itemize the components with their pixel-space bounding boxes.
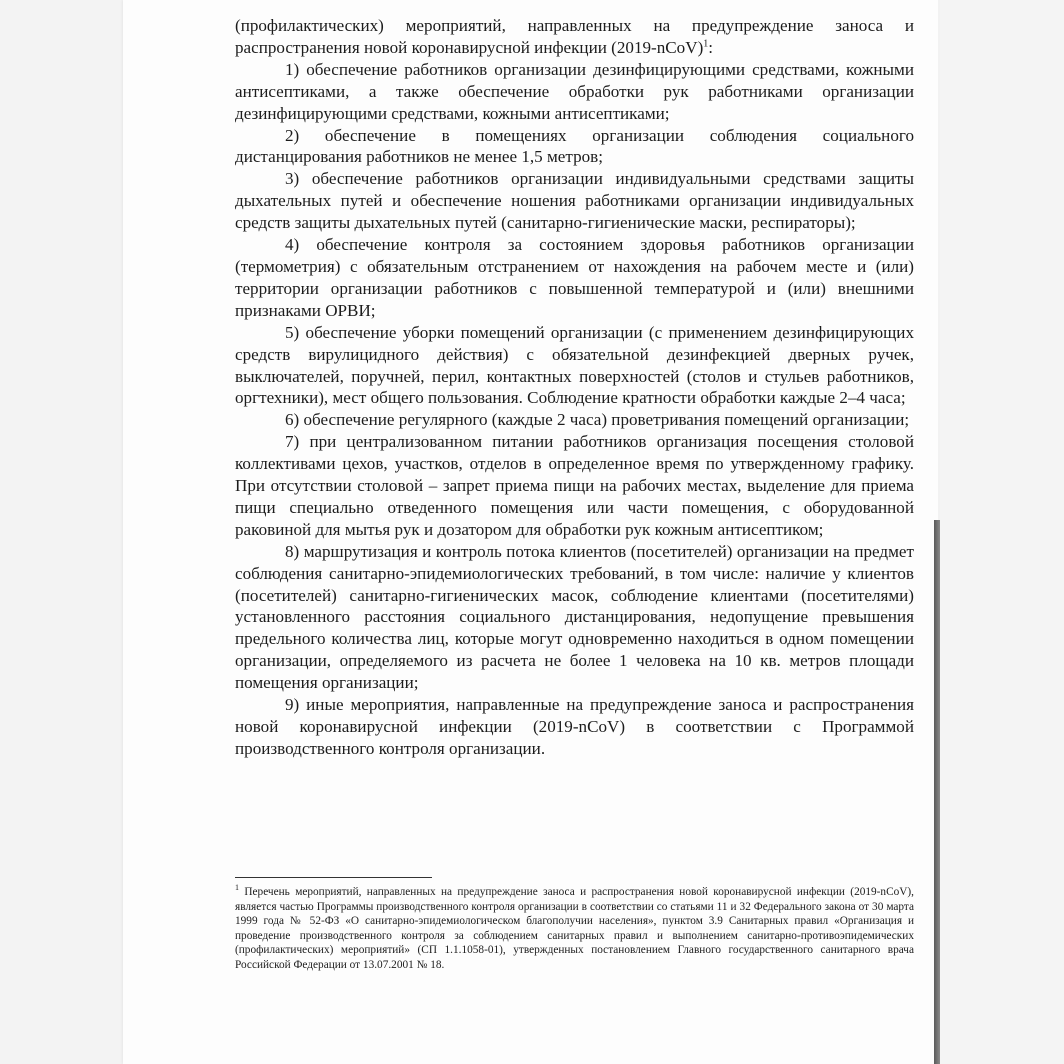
list-item-3: 3) обеспечение работников организации индивидуальными средствами защиты дыхательных путей и обеспечение ношения работниками организации индивидуальных средств защиты дыхательных путей (санитарно-гигиенические маски, респираторы); [235,169,914,233]
list-item-4: 4) обеспечение контроля за состоянием здоровья работников организации (термометрия) с обязательным отстранением от нахождения на рабочем месте и (или) территории организации работников с повышенной температурой и (или) внешними признаками ОРВИ; [235,235,914,320]
footnote-reference: 1 [703,38,709,50]
list-item-5: 5) обеспечение уборки помещений организации (с применением дезинфицирующих средств вирулицидного действия) с обязательной дезинфекцией дверных ручек, выключателей, поручней, перил, контактных поверхностей (столов и стульев работников, оргтехники), мест общего пользования. Соблюдение кратности обработки каждые 2–4 часа; [235,322,914,408]
footnote-marker: 1 [235,883,239,893]
list-item-7: 7) при централизованном питании работников организация посещения столовой коллективами цехов, участков, отделов в определенное время по утвержденному графику. При отсутствии столовой – запрет приема пищи на рабочих местах, выделение для приема пищи специально отведенного помещения или части помещения, с оборудованной раковиной для мытья рук и дозатором для обработки рук кожным антисептиком; [235,432,914,539]
footnote [235,885,914,973]
intro-colon: : [708,37,714,57]
footnote-text: Перечень мероприятий, направленных на предупреждение заноса и распространения новой коронавирусной инфекции (2019-nCoV), является частью Программы производственного контроля организации в соответствии со статьями 11 и 32 Федерального закона от 30 марта 1999 года № 52-ФЗ «О санитарно-эпидемиологическом благополучии населения», пунктом 3.9 Санитарных правил «Организация и проведение производственного контроля за соблюдением санитарных правил и выполнением санитарно-противоэпидемических (профилактических) мероприятий» (СП 1.1.1058-01), утвержденных постановлением Главного государственного санитарного врача Российской Федерации от 13.07.2001 № 18. [235,886,914,971]
left-margin [0,0,123,1064]
list-item-2: 2) обеспечение в помещениях организации соблюдения социального дистанцирования работников не менее 1,5 метров; [235,125,914,167]
list-item-8: 8) маршрутизация и контроль потока клиентов (посетителей) организации на предмет соблюдения санитарно-эпидемиологических требований, в том числе: наличие у клиентов (посетителей) санитарно-гигиенических масок, соблюдение клиентами (посетителями) установленного расстояния социального дистанцирования, недопущение превышения предельного количества лиц, которые могут одновременно находиться в одном помещении организации, определяемого из расчета не более 1 человека на 10 кв. метров площади помещения организации; [235,541,914,693]
list-item-6: 6) обеспечение регулярного (каждые 2 часа) проветривания помещений организации; [285,410,910,430]
right-margin [940,0,1064,1064]
list-item-9: 9) иные мероприятия, направленные на предупреждение заноса и распространения новой коронавирусной инфекции (2019-nCoV) в соответствии с Программой производственного контроля организации. [235,695,914,758]
footnote-separator [235,877,432,878]
intro-text: (профилактических) мероприятий, направленных на предупреждение заноса и распространения новой коронавирусной инфекции (2019-nCoV) [235,16,914,57]
list-item-1: 1) обеспечение работников организации дезинфицирующими средствами, кожными антисептиками, а также обеспечение обработки рук работниками организации дезинфицирующими средствами, кожными антисептиками; [235,59,914,123]
intro-paragraph [235,15,914,59]
document-body [235,15,914,760]
